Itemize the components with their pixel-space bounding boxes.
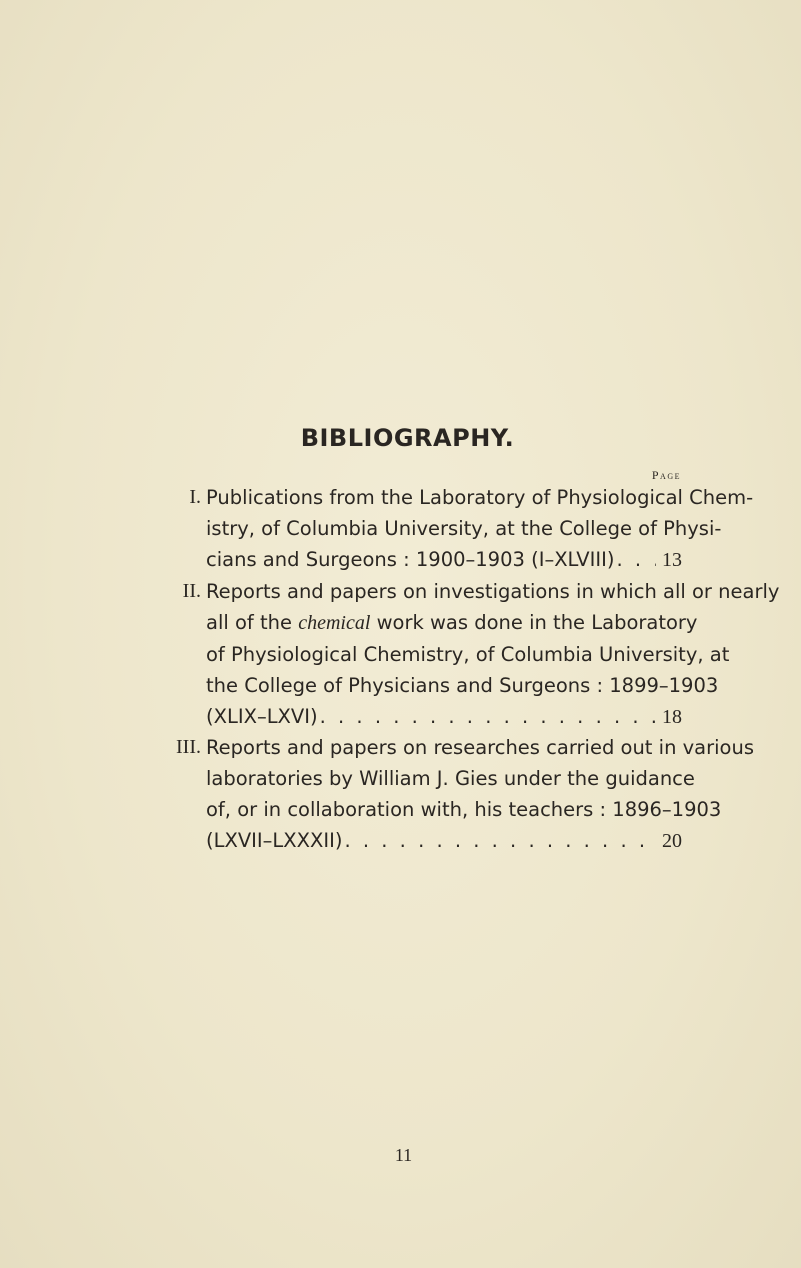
entry-line: Reports and papers on investigations in which all or nearly: [206, 580, 780, 603]
entry-text: work was done in the Laboratory: [370, 611, 698, 634]
entry-numeral: II.: [182, 580, 201, 602]
page-column-label: Page: [651, 468, 681, 482]
entry-line: Publications from the Laboratory of Physiological Chem-: [206, 486, 754, 509]
bibliography-entry-3: [176, 732, 754, 857]
italic-word: chemical: [298, 612, 371, 634]
entry-line-italic: [206, 607, 698, 639]
entry-line: the College of Physicians and Surgeons : 1899–1903: [206, 674, 719, 697]
entry-last-line: [206, 544, 682, 576]
entry-numeral: III.: [176, 736, 201, 758]
entry-last-line: [206, 701, 682, 733]
bibliography-entry-2: [182, 576, 780, 733]
page-number: 11: [394, 1145, 413, 1165]
entry-line: (XLIX–LXVI): [206, 705, 318, 728]
entry-page-number: 13: [662, 549, 682, 571]
entry-line: Reports and papers on researches carried out in various: [206, 736, 754, 759]
page-title: BIBLIOGRAPHY.: [300, 424, 515, 452]
entry-line: istry, of Columbia University, at the College of Physi-: [206, 517, 722, 540]
dot-leader: [320, 701, 656, 732]
entry-numeral: I.: [189, 486, 201, 508]
entry-page-number: 18: [662, 706, 682, 728]
entry-line: of Physiological Chemistry, of Columbia University, at: [206, 643, 730, 666]
entry-line: of, or in collaboration with, his teachers : 1896–1903: [206, 798, 722, 821]
entry-page-number: 20: [662, 830, 682, 852]
entry-last-line: [206, 825, 682, 857]
entry-line: laboratories by William J. Gies under the guidance: [206, 767, 695, 790]
bibliography-entry-1: [189, 482, 754, 576]
entry-line: cians and Surgeons : 1900–1903 (I–XLVIII): [206, 548, 615, 571]
entry-line: (LXVII–LXXXII): [206, 829, 343, 852]
dot-leader: [616, 544, 656, 575]
entry-text: all of the: [206, 611, 299, 634]
dot-leader: [344, 825, 656, 856]
